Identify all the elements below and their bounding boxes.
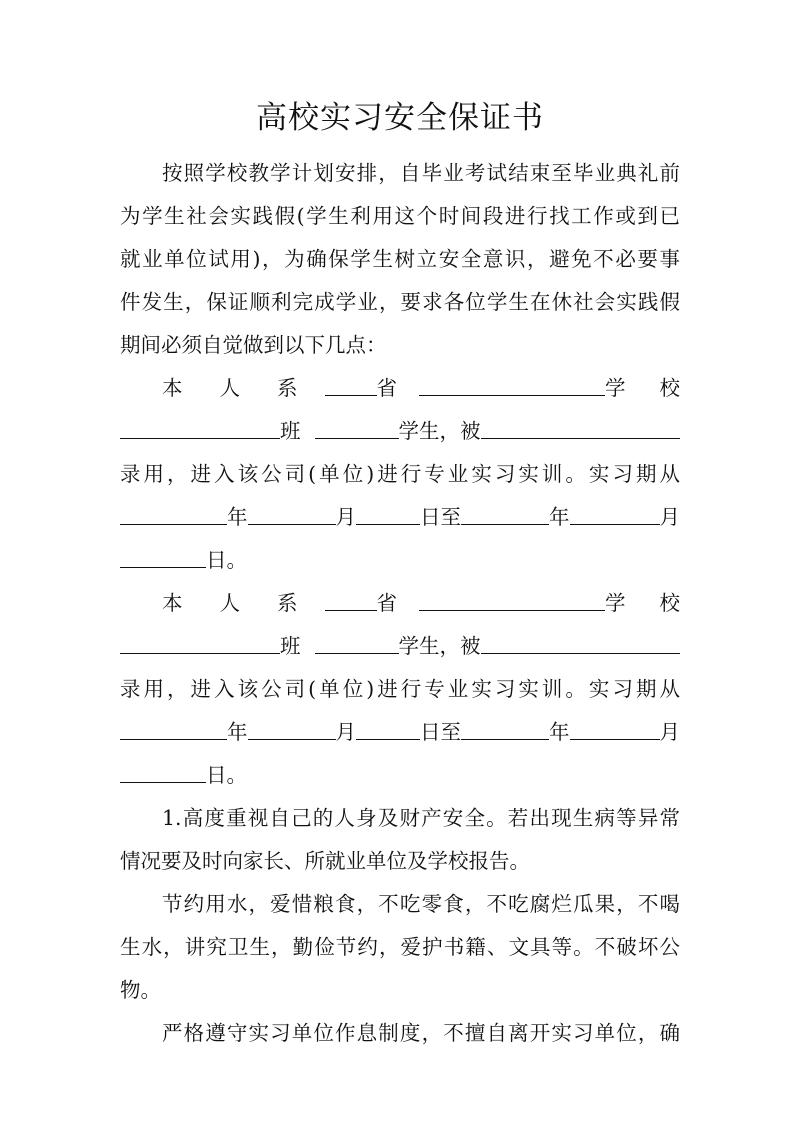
- start-year-blank[interactable]: [120, 502, 227, 525]
- form-nian: 年: [227, 720, 248, 744]
- form-nian: 年: [549, 505, 570, 529]
- item1-line-1: 1.高度重视自己的人身及财产安全。若出现生病等异常: [162, 806, 680, 830]
- form-ri-end: 日。: [206, 548, 247, 572]
- end-day-blank[interactable]: [120, 760, 206, 783]
- form-ben: 本: [162, 376, 183, 400]
- form2-end-row: [120, 760, 680, 790]
- form-xiao: 校: [659, 591, 680, 615]
- form1-date-row: [120, 502, 680, 532]
- start-year-blank[interactable]: [120, 717, 227, 740]
- province-blank[interactable]: [325, 588, 377, 611]
- company-blank[interactable]: [481, 416, 681, 439]
- form-xue: 学: [605, 591, 626, 615]
- document-title: 高校实习安全保证书: [256, 100, 544, 136]
- student-blank[interactable]: [315, 416, 399, 439]
- form1-end-row: [120, 545, 680, 575]
- form-ben: 本: [162, 591, 183, 615]
- form2-hire-line: 录用，进入该公司(单位)进行专业实习实训。实习期从: [120, 677, 680, 701]
- school-blank[interactable]: [419, 588, 605, 611]
- form1-row-2: [120, 416, 680, 446]
- para2-line-1: 节约用水，爱惜粮食，不吃零食，不吃腐烂瓜果，不喝: [162, 892, 680, 916]
- form-ban: 班: [280, 634, 301, 658]
- form-sheng: 省: [376, 376, 397, 400]
- intro-line-4: 件发生，保证顺利完成学业，要求各位学生在休社会实践假: [120, 290, 680, 314]
- para3-line-1: 严格遵守实习单位作息制度，不擅自离开实习单位，确: [162, 1021, 680, 1045]
- form-nian: 年: [549, 720, 570, 744]
- form-xiao: 校: [659, 376, 680, 400]
- province-blank[interactable]: [325, 373, 377, 396]
- form-yue: 月: [335, 505, 356, 529]
- form-xi: 系: [277, 591, 298, 615]
- form-yue: 月: [335, 720, 356, 744]
- form-ren: 人: [219, 591, 240, 615]
- class-blank[interactable]: [120, 631, 280, 654]
- class-blank[interactable]: [120, 416, 280, 439]
- form-ri-end: 日。: [206, 763, 247, 787]
- start-day-blank[interactable]: [356, 717, 420, 740]
- form-xi: 系: [277, 376, 298, 400]
- form-sheng: 省: [376, 591, 397, 615]
- form-xue: 学: [605, 376, 626, 400]
- form1-hire-line: 录用，进入该公司(单位)进行专业实习实训。实习期从: [120, 462, 680, 486]
- end-year-blank[interactable]: [461, 502, 549, 525]
- form-yue: 月: [659, 720, 680, 744]
- form-ri-zhi: 日至: [420, 505, 461, 529]
- form-xuesheng-bei: 学生，被: [398, 634, 481, 658]
- form2-row-2: [120, 631, 680, 661]
- intro-line-2: 为学生社会实践假(学生利用这个时间段进行找工作或到已: [120, 204, 680, 228]
- end-day-blank[interactable]: [120, 545, 206, 568]
- start-month-blank[interactable]: [248, 502, 336, 525]
- intro-line-1: 按照学校教学计划安排，自毕业考试结束至毕业典礼前: [162, 161, 680, 185]
- para2-line-2: 生水，讲究卫生，勤俭节约，爱护书籍、文具等。不破坏公: [120, 935, 680, 959]
- start-day-blank[interactable]: [356, 502, 420, 525]
- company-blank[interactable]: [481, 631, 681, 654]
- end-year-blank[interactable]: [461, 717, 549, 740]
- form-ri-zhi: 日至: [420, 720, 461, 744]
- intro-line-5: 期间必须自觉做到以下几点：: [120, 333, 387, 357]
- form-nian: 年: [227, 505, 248, 529]
- intro-line-3: 就业单位试用)，为确保学生树立安全意识，避免不必要事: [120, 247, 680, 271]
- form-xuesheng-bei: 学生，被: [398, 419, 481, 443]
- form-yue: 月: [659, 505, 680, 529]
- form2-date-row: [120, 717, 680, 747]
- end-month-blank[interactable]: [570, 502, 660, 525]
- end-month-blank[interactable]: [570, 717, 660, 740]
- school-blank[interactable]: [419, 373, 605, 396]
- para2-line-3: 物。: [120, 978, 161, 1002]
- form2-row-1: [162, 588, 680, 618]
- form1-row-1: [162, 373, 680, 403]
- form-ban: 班: [280, 419, 301, 443]
- item1-line-2: 情况要及时向家长、所就业单位及学校报告。: [120, 849, 530, 873]
- start-month-blank[interactable]: [248, 717, 336, 740]
- student-blank[interactable]: [315, 631, 399, 654]
- form-ren: 人: [219, 376, 240, 400]
